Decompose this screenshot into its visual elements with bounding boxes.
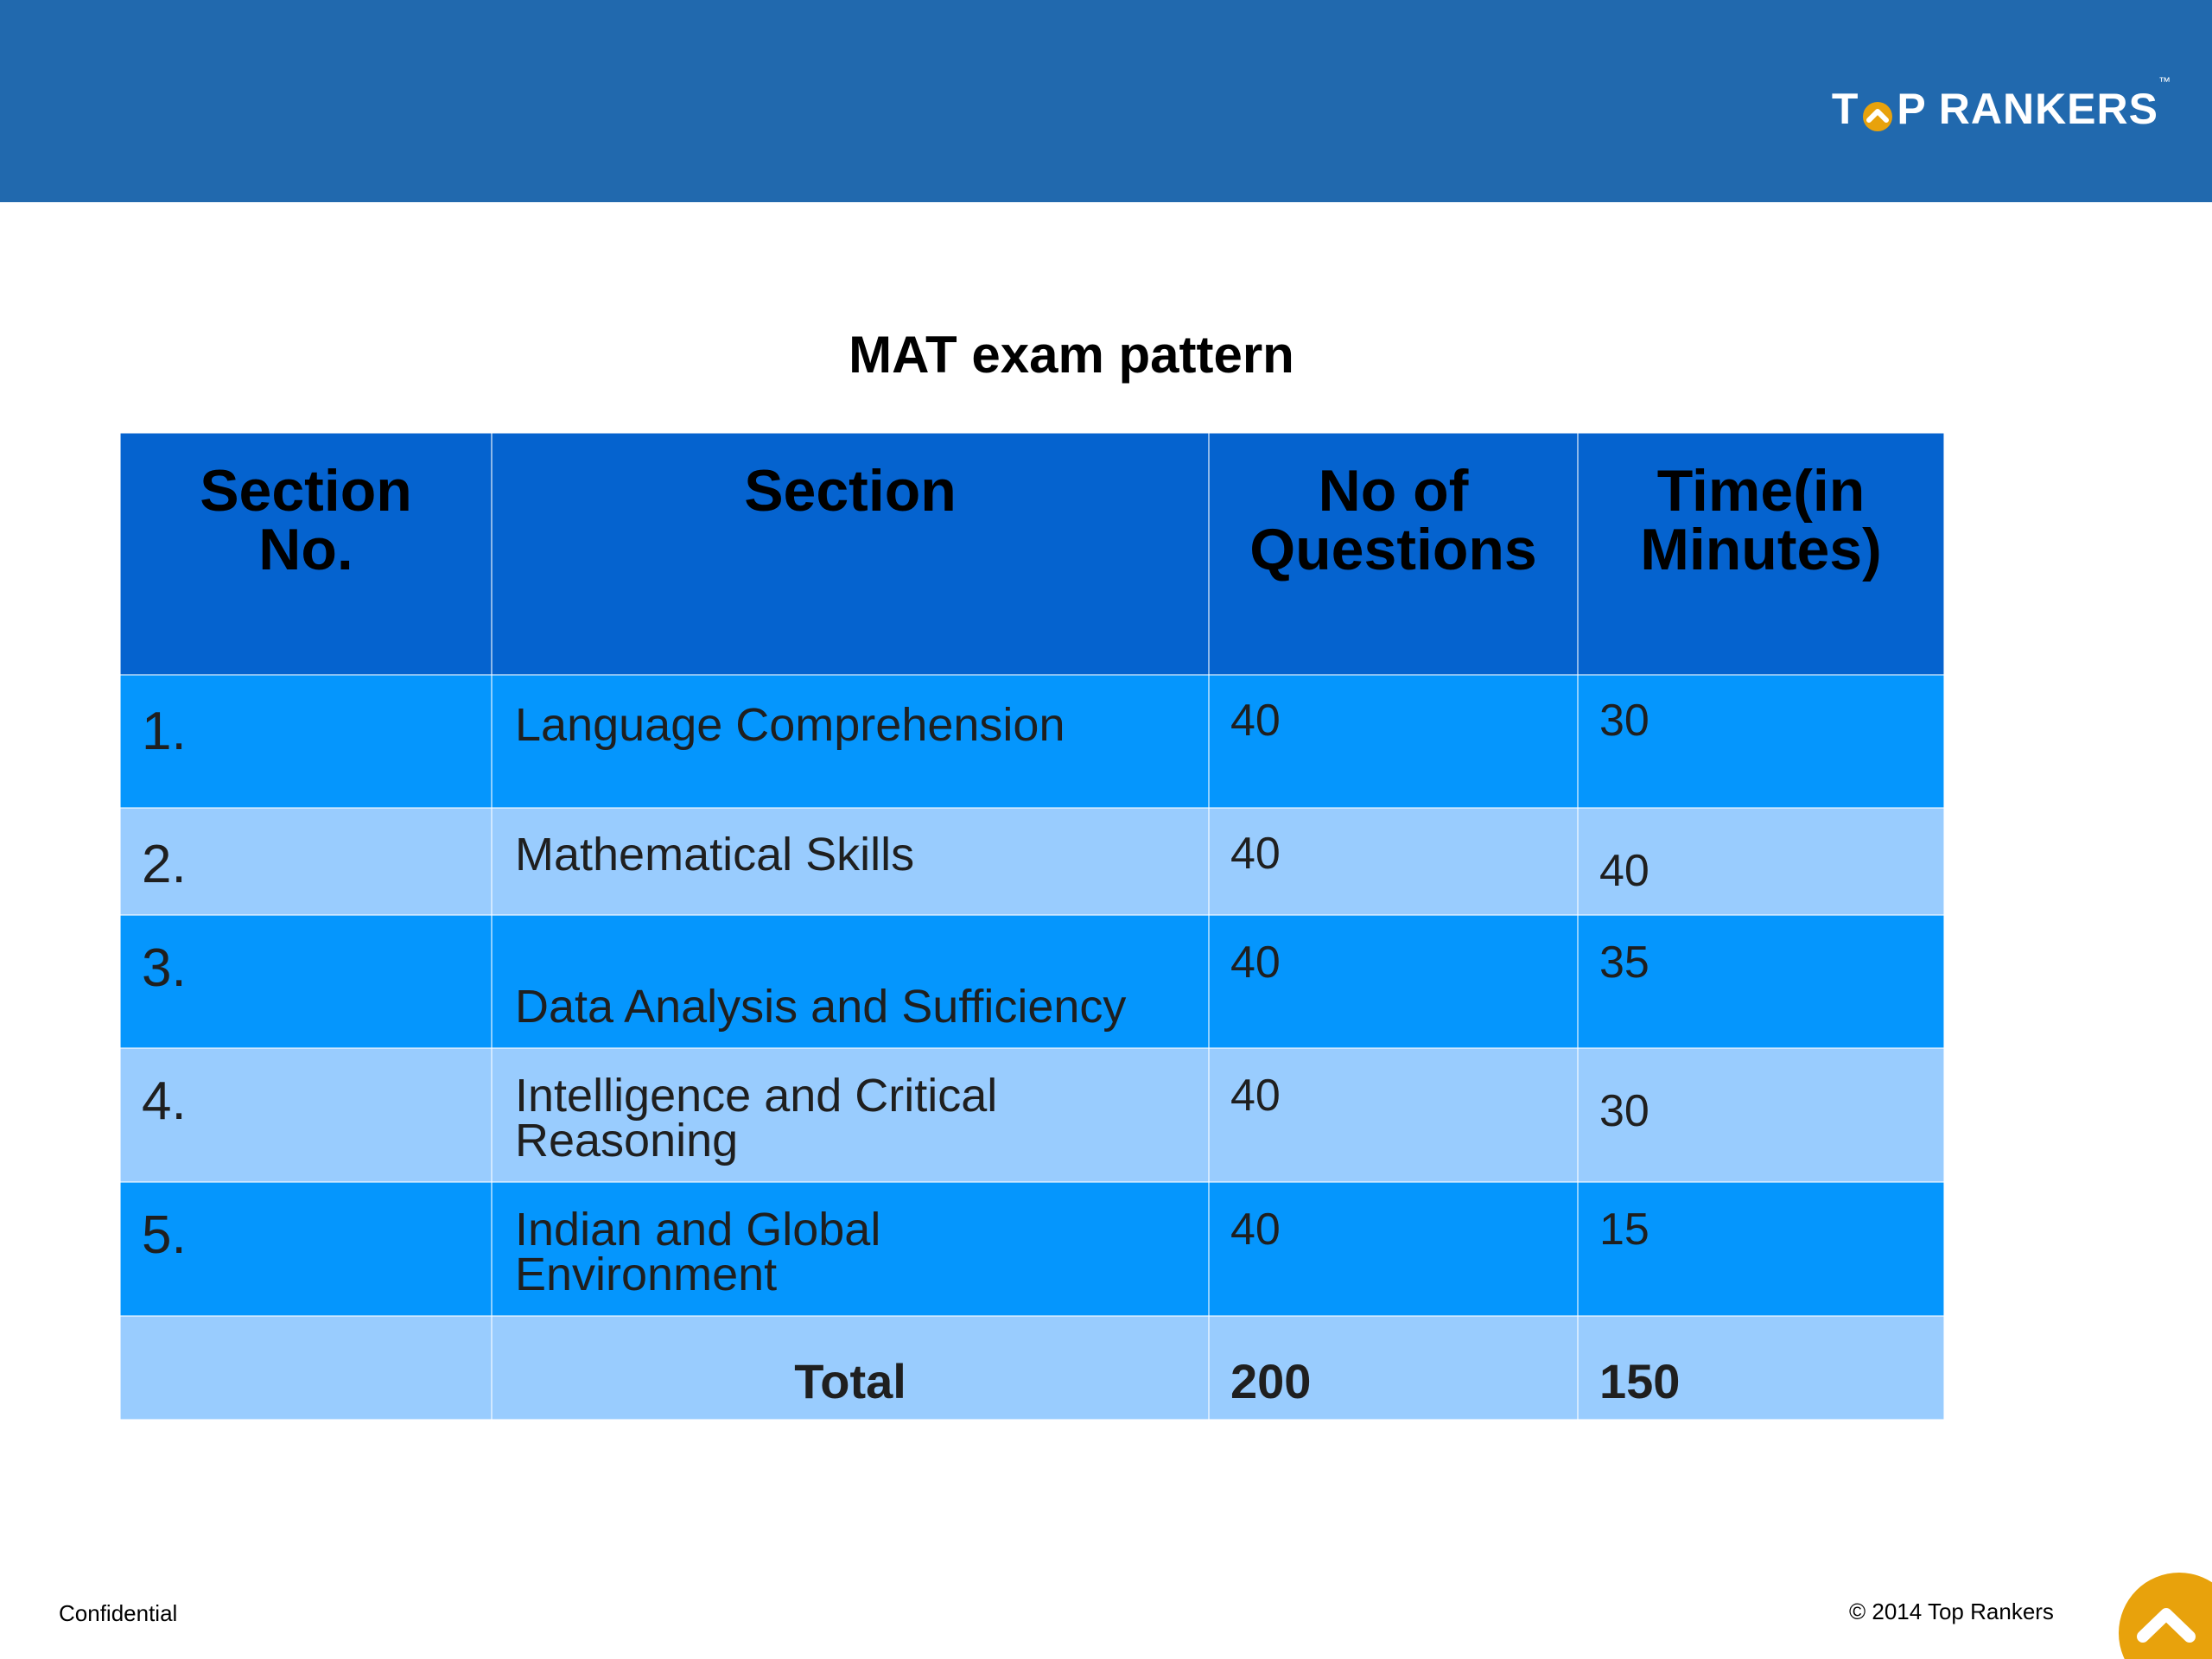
confidential-label: Confidential xyxy=(59,1600,178,1626)
logo-text-end: P RANKERS xyxy=(1897,85,2158,133)
header-band xyxy=(0,0,2212,202)
section-no-cell: 3. xyxy=(120,915,492,1048)
questions-cell: 40 xyxy=(1209,808,1578,915)
questions-cell: 40 xyxy=(1209,1182,1578,1316)
section-name-cell: Intelligence and Critical Reasoning xyxy=(492,1048,1209,1182)
section-name-cell: Data Analysis and Sufficiency xyxy=(492,915,1209,1048)
top-rankers-logo xyxy=(1831,74,2171,133)
logo-o-arrow-icon xyxy=(1861,93,1894,126)
section-no-cell: 5. xyxy=(120,1182,492,1316)
time-cell: 15 xyxy=(1578,1182,1944,1316)
copyright-label: © 2014 Top Rankers xyxy=(1849,1599,2054,1624)
section-no-cell: 1. xyxy=(120,675,492,808)
trademark-symbol: ™ xyxy=(2158,74,2171,88)
exam-pattern-table xyxy=(119,432,1945,1421)
table-row xyxy=(120,1182,1944,1316)
time-cell: 35 xyxy=(1578,915,1944,1048)
slide-title: MAT exam pattern xyxy=(849,326,1294,384)
total-time-cell: 150 xyxy=(1578,1316,1944,1420)
total-questions-cell: 200 xyxy=(1209,1316,1578,1420)
table-row xyxy=(120,1048,1944,1182)
table-row xyxy=(120,915,1944,1048)
table-header-row xyxy=(120,433,1944,675)
time-cell: 30 xyxy=(1578,1048,1944,1182)
time-cell: 30 xyxy=(1578,675,1944,808)
questions-cell: 40 xyxy=(1209,915,1578,1048)
chevron-up-icon xyxy=(2136,1592,2196,1652)
table-row xyxy=(120,808,1944,915)
time-cell: 40 xyxy=(1578,808,1944,915)
questions-cell: 40 xyxy=(1209,1048,1578,1182)
section-no-cell: 4. xyxy=(120,1048,492,1182)
logo-text-start: T xyxy=(1831,85,1859,133)
header-no-of-questions: No of Questions xyxy=(1209,433,1578,675)
header-section-no: Section No. xyxy=(120,433,492,675)
header-section: Section xyxy=(492,433,1209,675)
questions-cell: 40 xyxy=(1209,675,1578,808)
section-name-cell: Indian and Global Environment xyxy=(492,1182,1209,1316)
total-label-cell: Total xyxy=(492,1316,1209,1420)
section-name-cell: Mathematical Skills xyxy=(492,808,1209,915)
table-row xyxy=(120,675,1944,808)
table-total-row xyxy=(120,1316,1944,1420)
section-name-cell: Language Comprehension xyxy=(492,675,1209,808)
total-empty-cell xyxy=(120,1316,492,1420)
corner-logo-badge xyxy=(2119,1573,2212,1659)
section-no-cell: 2. xyxy=(120,808,492,915)
header-time: Time(in Minutes) xyxy=(1578,433,1944,675)
